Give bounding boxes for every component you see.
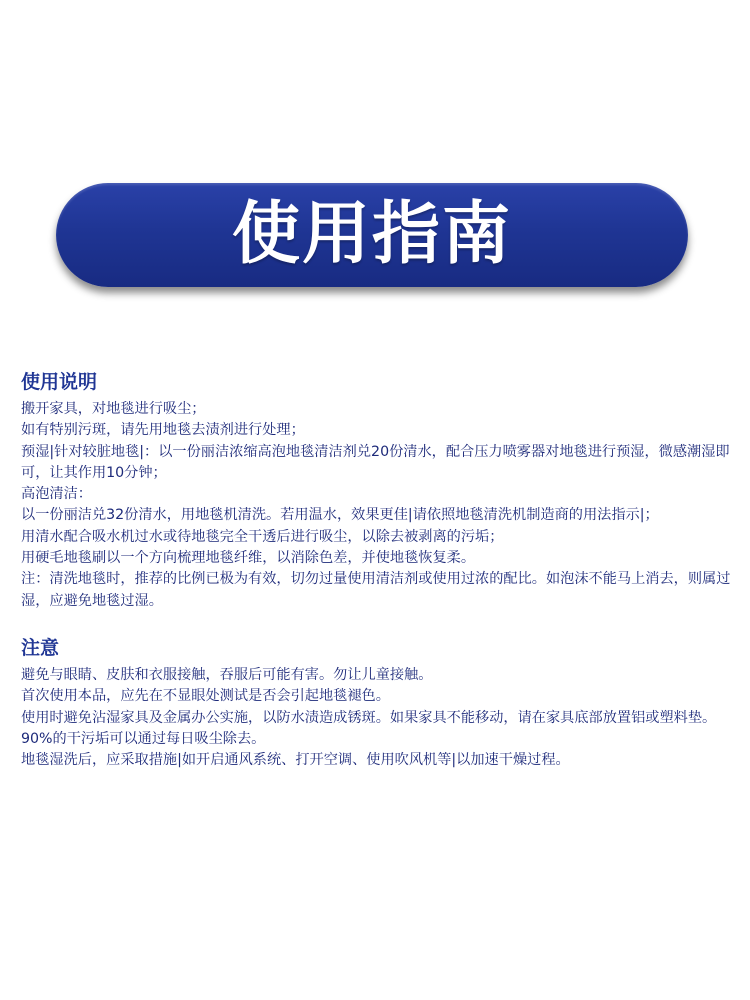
- usage-line: 以一份丽洁兑32份清水，用地毯机清洗。若用温水，效果更佳|请依照地毯清洗机制造商的用法指示|；: [21, 507, 659, 524]
- banner-title: 使用指南: [231, 195, 512, 274]
- title-banner: [56, 183, 688, 287]
- usage-line: 用清水配合吸水机过水或待地毯完全干透后进行吸尘，以除去被剥离的污垢；: [21, 528, 504, 545]
- notes-section: [21, 636, 743, 771]
- usage-line: 预湿|针对较脏地毯|：以一份丽洁浓缩高泡地毯清洁剂兑20份清水，配合压力喷雾器对地毯进行预湿，微感潮湿即可，让其作用10分钟；: [21, 443, 730, 481]
- notes-line: 地毯湿洗后，应采取措施|如开启通风系统、打开空调、使用吹风机等|以加速干燥过程。: [21, 752, 570, 769]
- usage-section: [21, 370, 743, 612]
- usage-line: 如有特别污斑，请先用地毯去渍剂进行处理；: [21, 422, 305, 439]
- notes-heading: 注意: [21, 636, 60, 659]
- usage-heading: 使用说明: [21, 371, 98, 393]
- usage-line: 用硬毛地毯刷以一个方向梳理地毯纤维，以消除色差，并使地毯恢复柔。: [21, 550, 476, 567]
- notes-line: 90%的干污垢可以通过每日吸尘除去。: [21, 730, 266, 747]
- section-spacer: [21, 612, 743, 636]
- usage-line: 搬开家具，对地毯进行吸尘；: [21, 401, 206, 417]
- usage-line: 高泡清洁：: [21, 486, 92, 503]
- notes-line: 使用时避免沾湿家具及金属办公实施，以防水渍造成锈斑。如果家具不能移动，请在家具底部放置铝或塑料垫。: [21, 709, 717, 726]
- notes-line: 首次使用本品，应先在不显眼处测试是否会引起地毯褪色。: [21, 688, 390, 705]
- usage-line: 注：清洗地毯时，推荐的比例已极为有效，切勿过量使用清洁剂或使用过浓的配比。如泡沫不能马上消去，则属过湿，应避免地毯过湿。: [21, 571, 731, 609]
- notes-line: 避免与眼睛、皮肤和衣服接触，吞服后可能有害。勿让儿童接触。: [21, 666, 433, 683]
- instructions-content: [21, 370, 743, 771]
